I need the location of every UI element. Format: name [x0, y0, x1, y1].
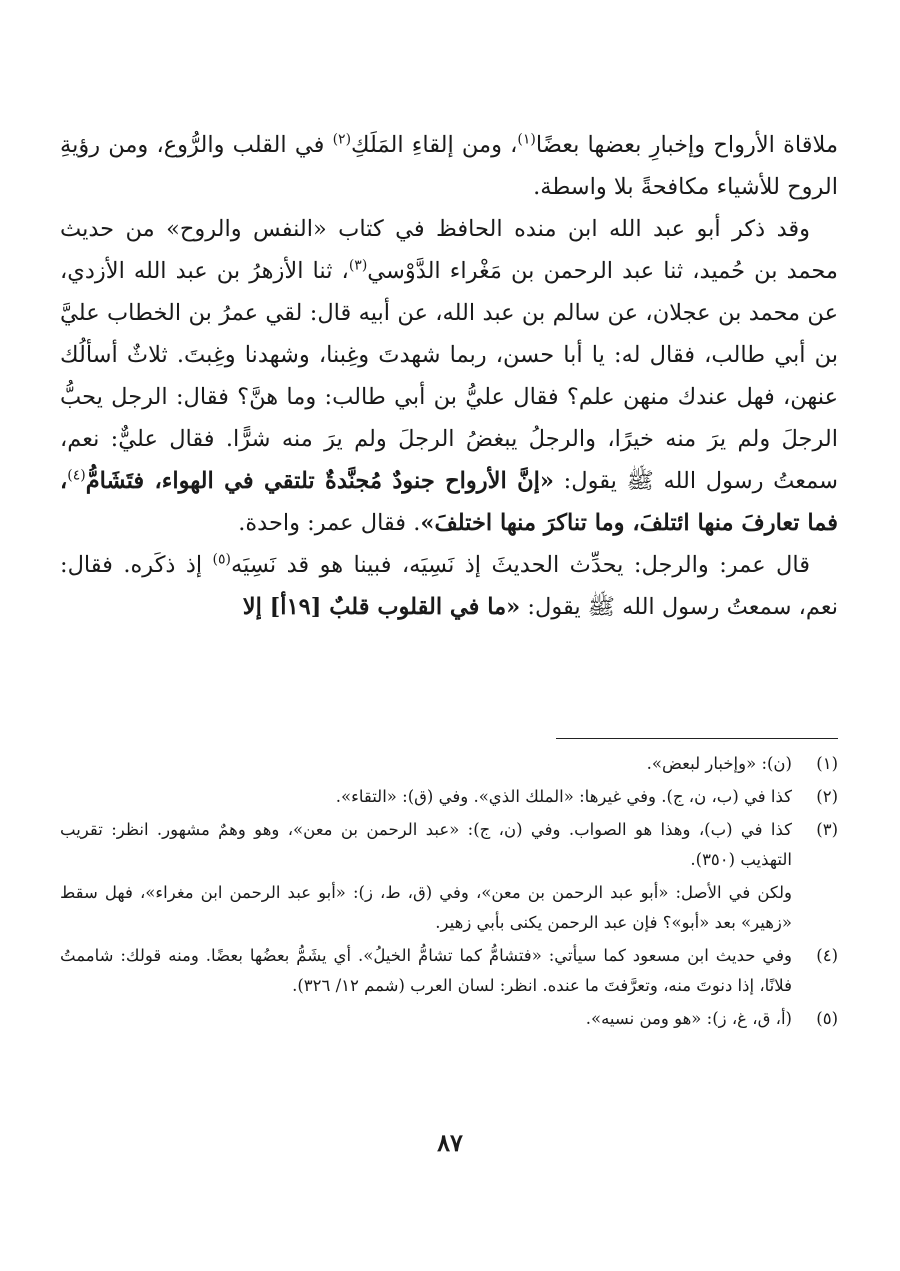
- footnote-4: [60, 941, 838, 1001]
- footnotes: [60, 749, 838, 1037]
- paragraph-1: [60, 124, 838, 208]
- hadith-quote: «إنَّ الأرواح جنودٌ مُجنَّدةٌ تلتقي في الهواء، فتَشَامُّ: [85, 468, 554, 494]
- hadith-quote: «ما في القلوب قلبٌ [١٩أ] إلا: [242, 594, 521, 620]
- footnote-number: (٥): [816, 1009, 838, 1028]
- footnote-3-continued: ولكن في الأصل: «أبو عبد الرحمن بن معن»، وفي (ق، ط، ز): «أبو عبد الرحمن ابن مغراء»، فهل سقط «زهير» بعد «أبو»؟ فإن عبد الرحمن يكنى بأبي زهير.: [60, 883, 792, 932]
- footnote-ref-5[interactable]: (٥): [212, 551, 231, 568]
- footnote-number: (٣): [816, 820, 838, 839]
- text-span: ، ومن إلقاءِ المَلَكِ: [351, 132, 518, 158]
- footnote-number: (٤): [816, 946, 838, 965]
- footnote-text: كذا في (ب، ن، ج). وفي غيرها: «الملك الذي». وفي (ق): «التقاء».: [335, 787, 792, 806]
- footnote-text: وفي حديث ابن مسعود كما سيأتي: «فتشامُّ كما تشامُّ الخيلُ». أي يشَمُّ بعضُها بعضًا. ومنه قولك: شاممتُ فلانًا، إذا دنوتَ منه، وتعرَّفتَ ما عنده. انظر: لسان العرب (شمم ١٢/ ٣٢٦).: [60, 946, 792, 995]
- footnote-ref-1[interactable]: (١): [517, 131, 536, 148]
- footnote-number: (١): [816, 754, 838, 773]
- footnote-number: (٢): [816, 787, 838, 806]
- paragraph-3: [60, 544, 838, 628]
- text-span: ، ثنا الأزهرُ بن عبد الله الأزدي، عن محمد بن عجلان، عن سالم بن عبد الله، عن أبيه قال: لقي عمرُ بن الخطاب عليَّ بن أبي طالب، فقال له: يا أبا حسن، ربما شهدتَ وغِبنا، وشهدنا وغِبتَ. ثلاثٌ أسألُك عنهن، فهل عندك منهن علم؟ فقال عليُّ بن أبي طالب: وما هنَّ؟ فقال: الرجل يحبُّ الرجلَ ولم يرَ منه خيرًا، والرجلُ يبغضُ الرجلَ ولم يرَ منه شرًّا. فقال عليٌّ: نعم، سمعتُ رسول الله ﷺ يقول:: [60, 258, 838, 494]
- text-span: إذ ذكَره. فقال: نعم، سمعتُ رسول الله ﷺ يقول:: [60, 552, 838, 620]
- footnote-3: [60, 815, 838, 875]
- hadith-quote: ، فما تعارفَ منها ائتلفَ، وما تناكرَ منها اختلفَ»: [60, 468, 838, 536]
- footnote-5: [60, 1004, 838, 1034]
- footnote-text: (أ، ق، غ، ز): «هو ومن نسيه».: [585, 1009, 792, 1028]
- footnote-ref-2[interactable]: (٢): [332, 131, 352, 148]
- text-span: ملاقاة الأرواح وإخبارِ بعضها بعضًا: [535, 132, 839, 158]
- footnote-ref-3[interactable]: (٣): [348, 257, 368, 274]
- paragraph-2: [60, 208, 838, 544]
- footnote-text: (ن): «وإخبار لبعض».: [646, 754, 792, 773]
- footnote-2: [60, 782, 838, 812]
- footnote-ref-4[interactable]: (٤): [67, 467, 86, 484]
- page-number: ٨٧: [437, 1128, 463, 1157]
- footnote-1: [60, 749, 838, 779]
- main-text: [60, 124, 838, 628]
- text-span: قال عمر: والرجل: يحدِّث الحديثَ إذ نَسِيَه، فبينا هو قد نَسِيَه: [231, 552, 810, 578]
- text-span: في القلب والرُّوع، ومن رؤيةِ الروح للأشياء مكافحةً بلا واسطة.: [60, 132, 838, 200]
- text-span: وقد ذكر أبو عبد الله ابن منده الحافظ في كتاب «النفس والروح» من حديث محمد بن حُميد، ثنا عبد الرحمن بن مَغْراء الدَّوْسي: [60, 216, 838, 284]
- text-span: . فقال عمر: واحدة.: [238, 510, 421, 536]
- footnote-divider: [556, 738, 838, 739]
- footnote-text: كذا في (ب)، وهذا هو الصواب. وفي (ن، ج): «عبد الرحمن بن معن»، وهو وهمٌ مشهور. انظر: تقريب التهذيب (٣٥٠).: [60, 820, 792, 869]
